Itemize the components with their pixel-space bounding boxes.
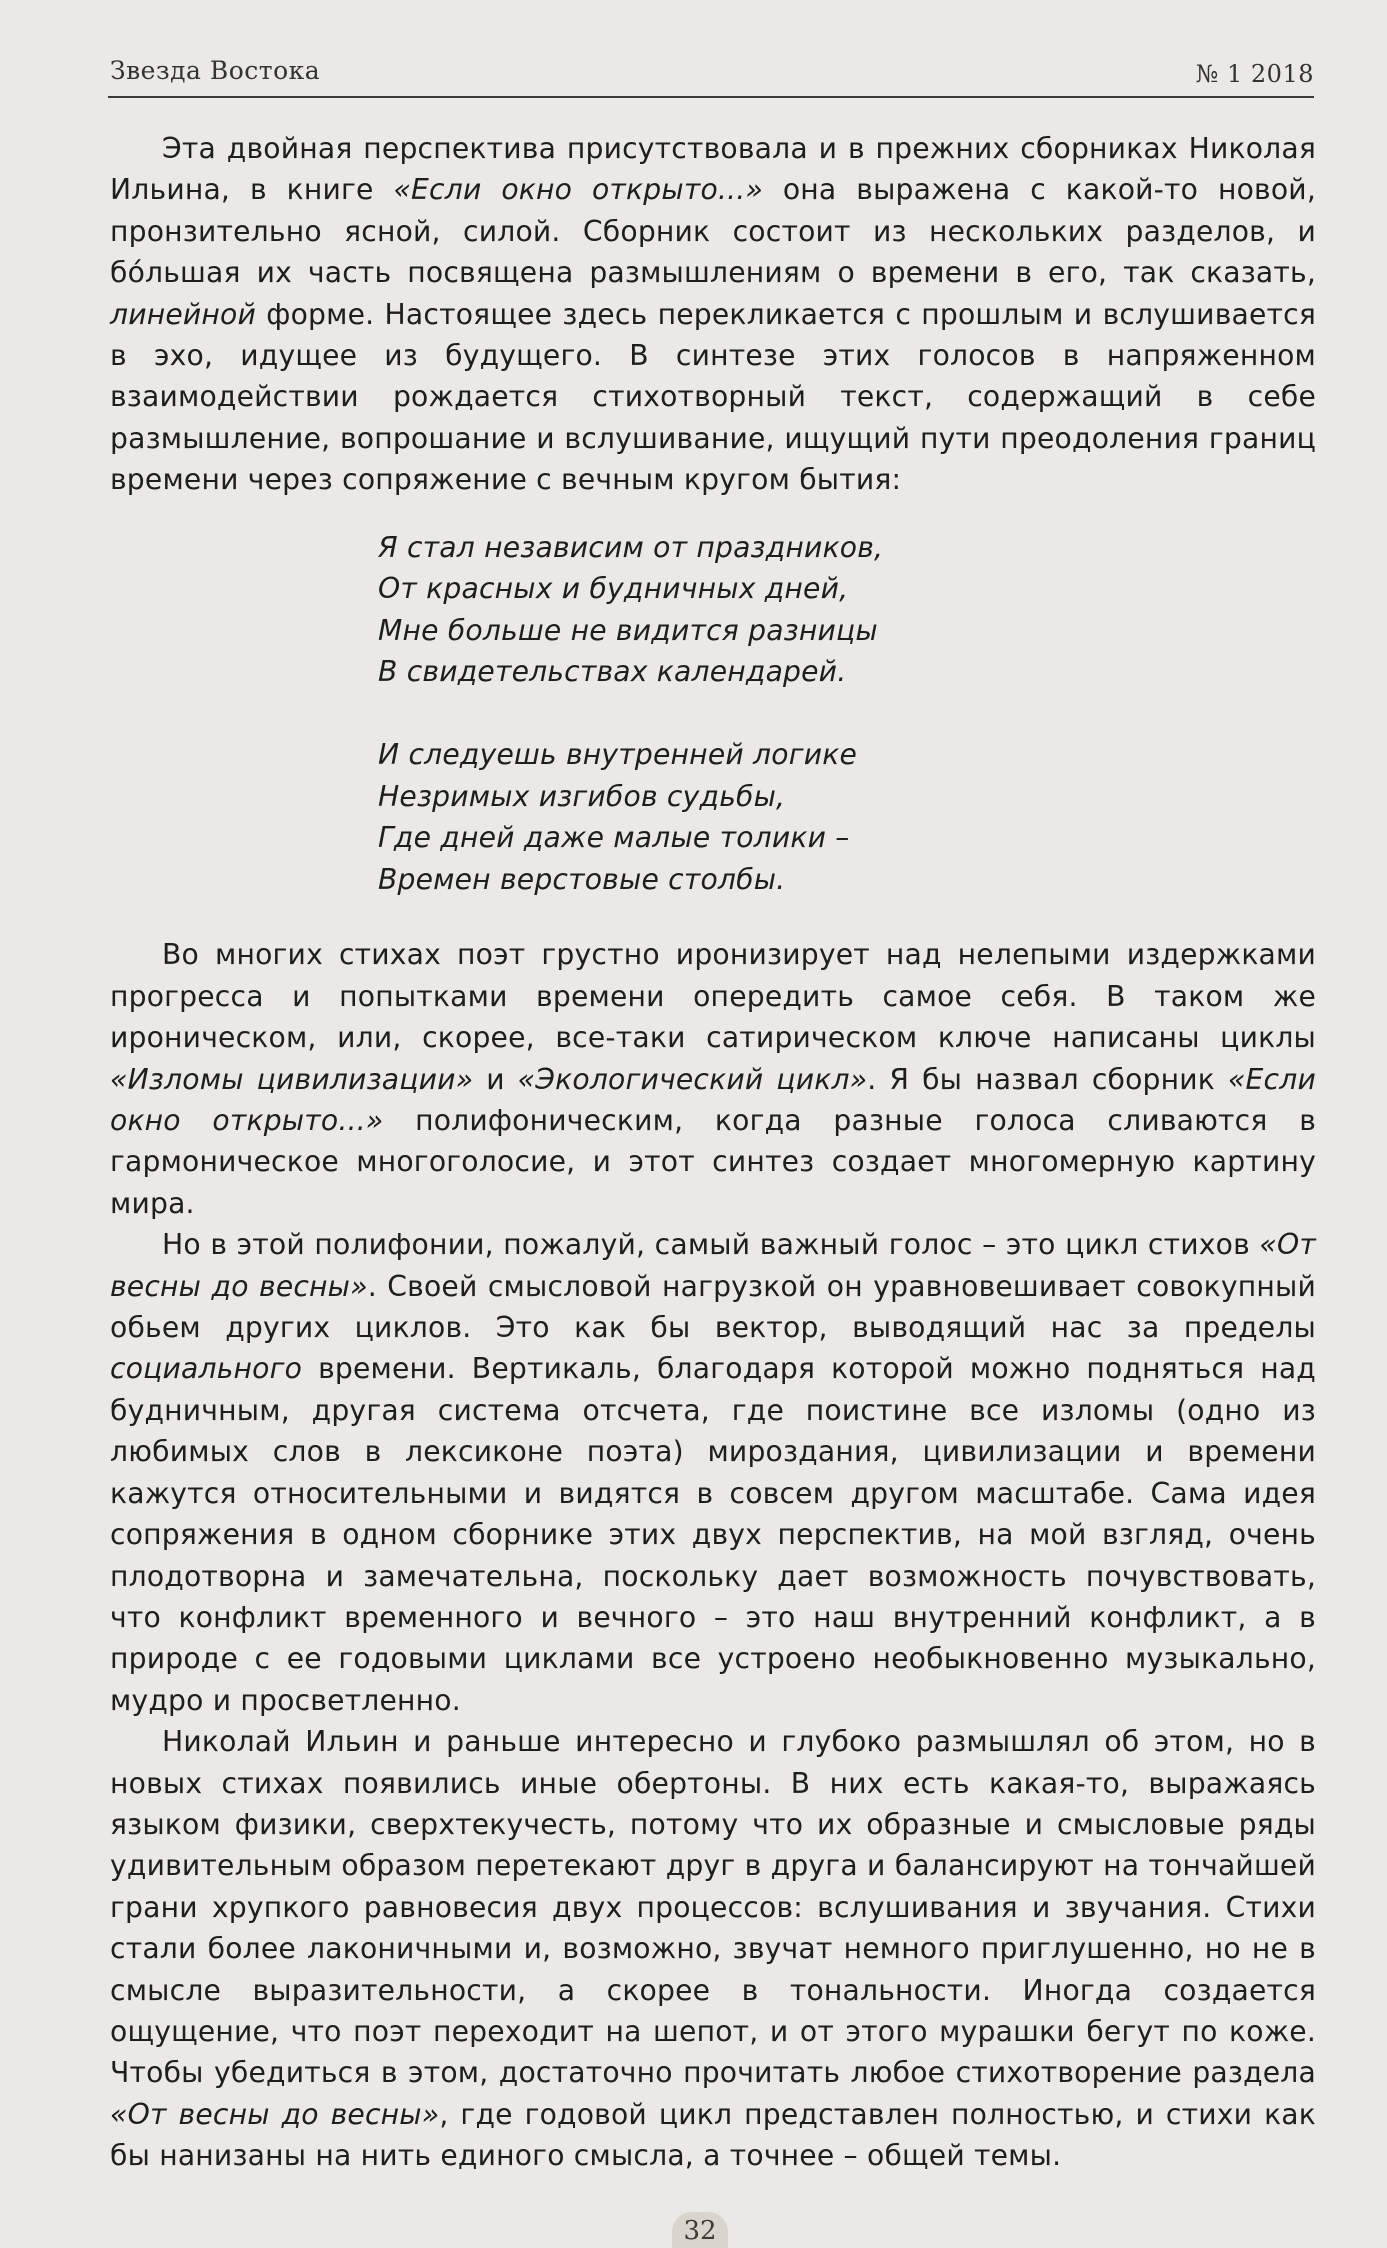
text-run: . Я бы назвал сборник <box>867 1062 1228 1096</box>
text-run: форме. Настоящее здесь перекликается с прошлым и вслушивается в эхо, идущее из будущего. В синтезе этих голосов в напряженном взаимодействии рождается стихотворный текст, содержащий в себе размышление, вопрошание и вслушивание, ищущий пути преодоления границ времени через сопряжение с вечным кругом бытия: <box>110 297 1316 497</box>
poem-stanza-2 <box>378 734 1316 900</box>
italic-text-run: «Если окно открыто...» <box>393 173 763 207</box>
journal-title: Звезда Востока <box>110 56 321 85</box>
italic-text-run: «Экологический цикл» <box>517 1062 868 1096</box>
italic-text-run: «От весны до весны» <box>110 1228 1316 1303</box>
italic-text-run: линейной <box>110 297 257 331</box>
poem-line: В свидетельствах календарей. <box>378 655 847 689</box>
text-run: и <box>473 1062 518 1096</box>
paragraph-1 <box>110 128 1316 501</box>
text-run: полифоническим, когда разные голоса сливаются в гармоническое многоголосие, и этот синтез создает многомерную картину мира. <box>110 1104 1317 1220</box>
paragraph-2 <box>110 934 1316 1224</box>
paragraph-3 <box>110 1224 1316 1721</box>
poem-line: От красных и будничных дней, <box>378 572 849 606</box>
poem-stanza-1 <box>378 527 1316 693</box>
running-head <box>108 52 1314 98</box>
issue-number: № 1 2018 <box>1195 60 1314 88</box>
text-run: Эта двойная перспектива присутствовала и в прежних сборниках Николая Ильина, в книге <box>110 132 1316 207</box>
text-run: Николай Ильин и раньше интересно и глубоко размышлял об этом, но в новых стихах появились иные обертоны. В них есть какая-то, выражаясь языком физики, сверхтекучесть, потому что их образные и смысловые ряды удивительным образом перетекают друг в друга и балансируют на тончайшей грани хрупкого равновесия двух процессов: вслушивания и звучания. Стихи стали более лаконичными и, возможно, звучат немного приглушенно, но не в смысле выразительности, а скорее в тональности. Иногда создается ощущение, что поэт переходит на шепот, и от этого мурашки бегут по коже. Чтобы убедиться в этом, достаточно прочитать любое стихотворение раздела <box>110 1725 1316 2090</box>
text-run: времени. Вертикаль, благодаря которой можно подняться над будничным, другая система отсчета, где поистине все изломы (одно из любимых слов в лексиконе поэта) мироздания, цивилизации и времени кажутся относительными и видятся в совсем другом масштабе. Сама идея сопряжения в одном сборнике этих двух перспектив, на мой взгляд, очень плодотворна и замечательна, поскольку дает возможность почувствовать, что конфликт временного и вечного – это наш внутренний конфликт, а в природе с ее годовыми циклами все устроено необыкновенно музыкально, мудро и просветленно. <box>110 1352 1316 1717</box>
poem-line: Мне больше не видится разницы <box>378 613 878 647</box>
text-run: . Своей смысловой нагрузкой он уравновешивает совокупный обьем других циклов. Это как бы вектор, выводящий нас за пределы <box>110 1269 1316 1345</box>
italic-text-run: «Изломы цивилизации» <box>110 1062 474 1096</box>
text-run: Но в этой полифонии, пожалуй, самый важный голос – это цикл стихов <box>162 1228 1260 1262</box>
page-number: 32 <box>672 2212 728 2248</box>
poem-line: Я стал независим от праздников, <box>378 530 884 564</box>
poem-line: Времен верстовые столбы. <box>378 862 786 896</box>
poem-line: Незримых изгибов судьбы, <box>378 779 786 813</box>
poem-quote <box>378 527 1316 901</box>
poem-line: Где дней даже малые толики – <box>378 821 850 855</box>
text-run: , где годовой цикл представлен полностью, и стихи как бы нанизаны на нить единого смысла, а точнее – общей темы. <box>110 2097 1316 2173</box>
italic-text-run: социального <box>110 1352 303 1386</box>
text-run: Во многих стихах поэт грустно иронизирует над нелепыми издержками прогресса и попытками времени опередить самое себя. В таком же ироническом, или, скорее, все-таки сатирическом ключе написаны циклы <box>110 938 1316 1055</box>
poem-line: И следуешь внутренней логике <box>378 738 857 772</box>
italic-text-run: «Если окно открыто...» <box>110 1062 1316 1138</box>
italic-text-run: «От весны до весны» <box>110 2097 440 2131</box>
paragraph-4 <box>110 1721 1316 2176</box>
article-body <box>110 128 1316 2177</box>
text-run: она выражена с какой-то новой, пронзительно ясной, силой. Сборник состоит из нескольких разделов, и бо́льшая их часть посвящена размышлениям о времени в его, так сказать, <box>110 173 1316 290</box>
page-number-badge <box>660 2212 740 2248</box>
